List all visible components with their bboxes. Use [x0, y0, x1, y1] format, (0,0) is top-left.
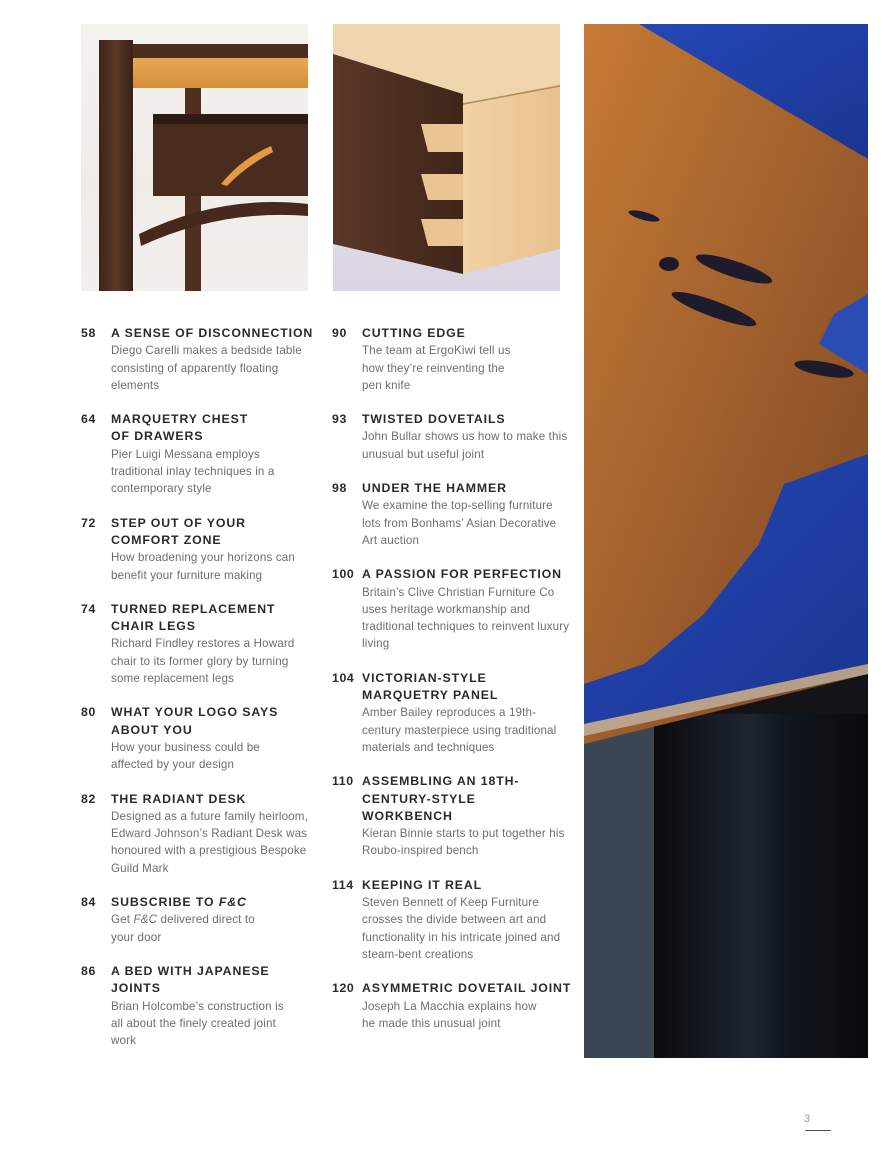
page-ref: 100 — [332, 567, 355, 582]
article-title: THE RADIANT DESK — [111, 791, 247, 806]
article-title: TWISTED DOVETAILS — [362, 412, 506, 427]
contents-entry[interactable] — [81, 515, 316, 584]
article-desc: How your business could be affected by your design — [111, 740, 260, 772]
contents-entry[interactable] — [81, 704, 316, 773]
article-desc: Joseph La Macchia explains how he made this unusual joint — [362, 999, 537, 1030]
contents-entry[interactable] — [332, 411, 572, 463]
page-number: 3 — [804, 1113, 811, 1125]
page-ref: 64 — [81, 412, 96, 427]
article-desc: Pier Luigi Messana employs traditional inlay techniques in a contemporary style — [111, 447, 275, 496]
contents-entry[interactable] — [332, 670, 572, 756]
article-desc: Steven Bennett of Keep Furniture crosses the divide between art and functionality in his intricate joined and steam-bent creations — [362, 896, 561, 961]
article-desc: John Bullar shows us how to make this unusual but useful joint — [362, 430, 568, 461]
article-desc: Diego Carelli makes a bedside table consisting of apparently floating elements — [111, 344, 302, 392]
photo-dovetail-box — [333, 24, 560, 291]
page-ref: 120 — [332, 981, 355, 996]
article-desc: The team at ErgoKiwi tell us how they’re reinventing the pen knife — [362, 344, 511, 392]
article-title: A BED WITH JAPANESE JOINTS — [111, 963, 270, 996]
contents-entry[interactable] — [332, 980, 572, 1032]
article-title: TURNED REPLACEMENT CHAIR LEGS — [111, 601, 276, 634]
photo-bedside-table — [81, 24, 308, 291]
article-desc: Brian Holcombe’s construction is all about the finely created joint work — [111, 999, 284, 1048]
article-desc: Kieran Binnie starts to put together his Roubo-inspired bench — [362, 827, 565, 858]
page-ref: 74 — [81, 601, 96, 616]
article-title: STEP OUT OF YOUR COMFORT ZONE — [111, 515, 246, 547]
article-title: WHAT YOUR LOGO SAYS ABOUT YOU — [111, 705, 279, 737]
article-title: ASSEMBLING AN 18TH-CENTURY-STYLE WORKBENCH — [362, 774, 520, 823]
dovetail-box-illustration — [333, 24, 560, 291]
page-ref: 114 — [332, 877, 354, 892]
page-ref: 80 — [81, 705, 96, 720]
page-ref: 110 — [332, 774, 354, 789]
page-number-rule — [805, 1130, 831, 1131]
contents-entry[interactable] — [332, 566, 572, 652]
article-title: VICTORIAN-STYLE MARQUETRY PANEL — [362, 670, 499, 703]
article-desc: Get F&C delivered direct to your door — [111, 913, 255, 944]
page-ref: 104 — [332, 670, 355, 685]
contents-entry[interactable] — [332, 480, 572, 549]
article-title: MARQUETRY CHEST OF DRAWERS — [111, 412, 249, 444]
page-ref: 98 — [332, 481, 347, 496]
article-desc: We examine the top-selling furniture lots from Bonhams’ Asian Decorative Art auction — [362, 499, 557, 547]
contents-column-right — [332, 325, 572, 1049]
article-desc: How broadening your horizons can benefit your furniture making — [111, 551, 295, 582]
contents-entry[interactable] — [81, 325, 316, 394]
contents-entry[interactable] — [81, 411, 316, 497]
article-title: SUBSCRIBE TO F&C — [111, 895, 247, 910]
contents-column-left — [81, 325, 316, 1066]
article-title: KEEPING IT REAL — [362, 877, 483, 892]
article-title: UNDER THE HAMMER — [362, 481, 507, 496]
article-desc: Amber Bailey reproduces a 19th-century masterpiece using traditional materials and techniques — [362, 706, 557, 754]
article-title: ASYMMETRIC DOVETAIL JOINT — [362, 981, 572, 996]
article-desc: Richard Findley restores a Howard chair to its former glory by turning some replacement legs — [111, 637, 295, 686]
contents-entry[interactable] — [81, 894, 316, 946]
page-ref: 90 — [332, 326, 347, 340]
article-desc: Britain’s Clive Christian Furniture Co uses heritage workmanship and traditional techniques to reinvent luxury living — [362, 585, 570, 651]
article-title: CUTTING EDGE — [362, 326, 466, 340]
bedside-table-illustration — [81, 24, 308, 291]
contents-entry[interactable] — [332, 877, 572, 963]
photo-resin-table — [584, 24, 868, 1058]
contents-entry[interactable] — [81, 601, 316, 687]
page-ref: 72 — [81, 515, 96, 530]
contents-entry[interactable] — [332, 325, 572, 394]
article-desc: Designed as a future family heirloom, Edward Johnson’s Radiant Desk was honoured with a prestigious Bespoke Guild Mark — [111, 809, 308, 875]
page-ref: 58 — [81, 326, 96, 340]
page-ref: 86 — [81, 963, 96, 978]
page-ref: 82 — [81, 791, 96, 806]
page-ref: 84 — [81, 895, 96, 910]
page-ref: 93 — [332, 412, 347, 427]
resin-table-illustration — [584, 24, 868, 1058]
contents-entry[interactable] — [332, 773, 572, 859]
contents-entry[interactable] — [81, 963, 316, 1049]
article-title: A PASSION FOR PERFECTION — [362, 567, 562, 582]
article-title: A SENSE OF DISCONNECTION — [111, 326, 314, 340]
contents-entry[interactable] — [81, 791, 316, 877]
